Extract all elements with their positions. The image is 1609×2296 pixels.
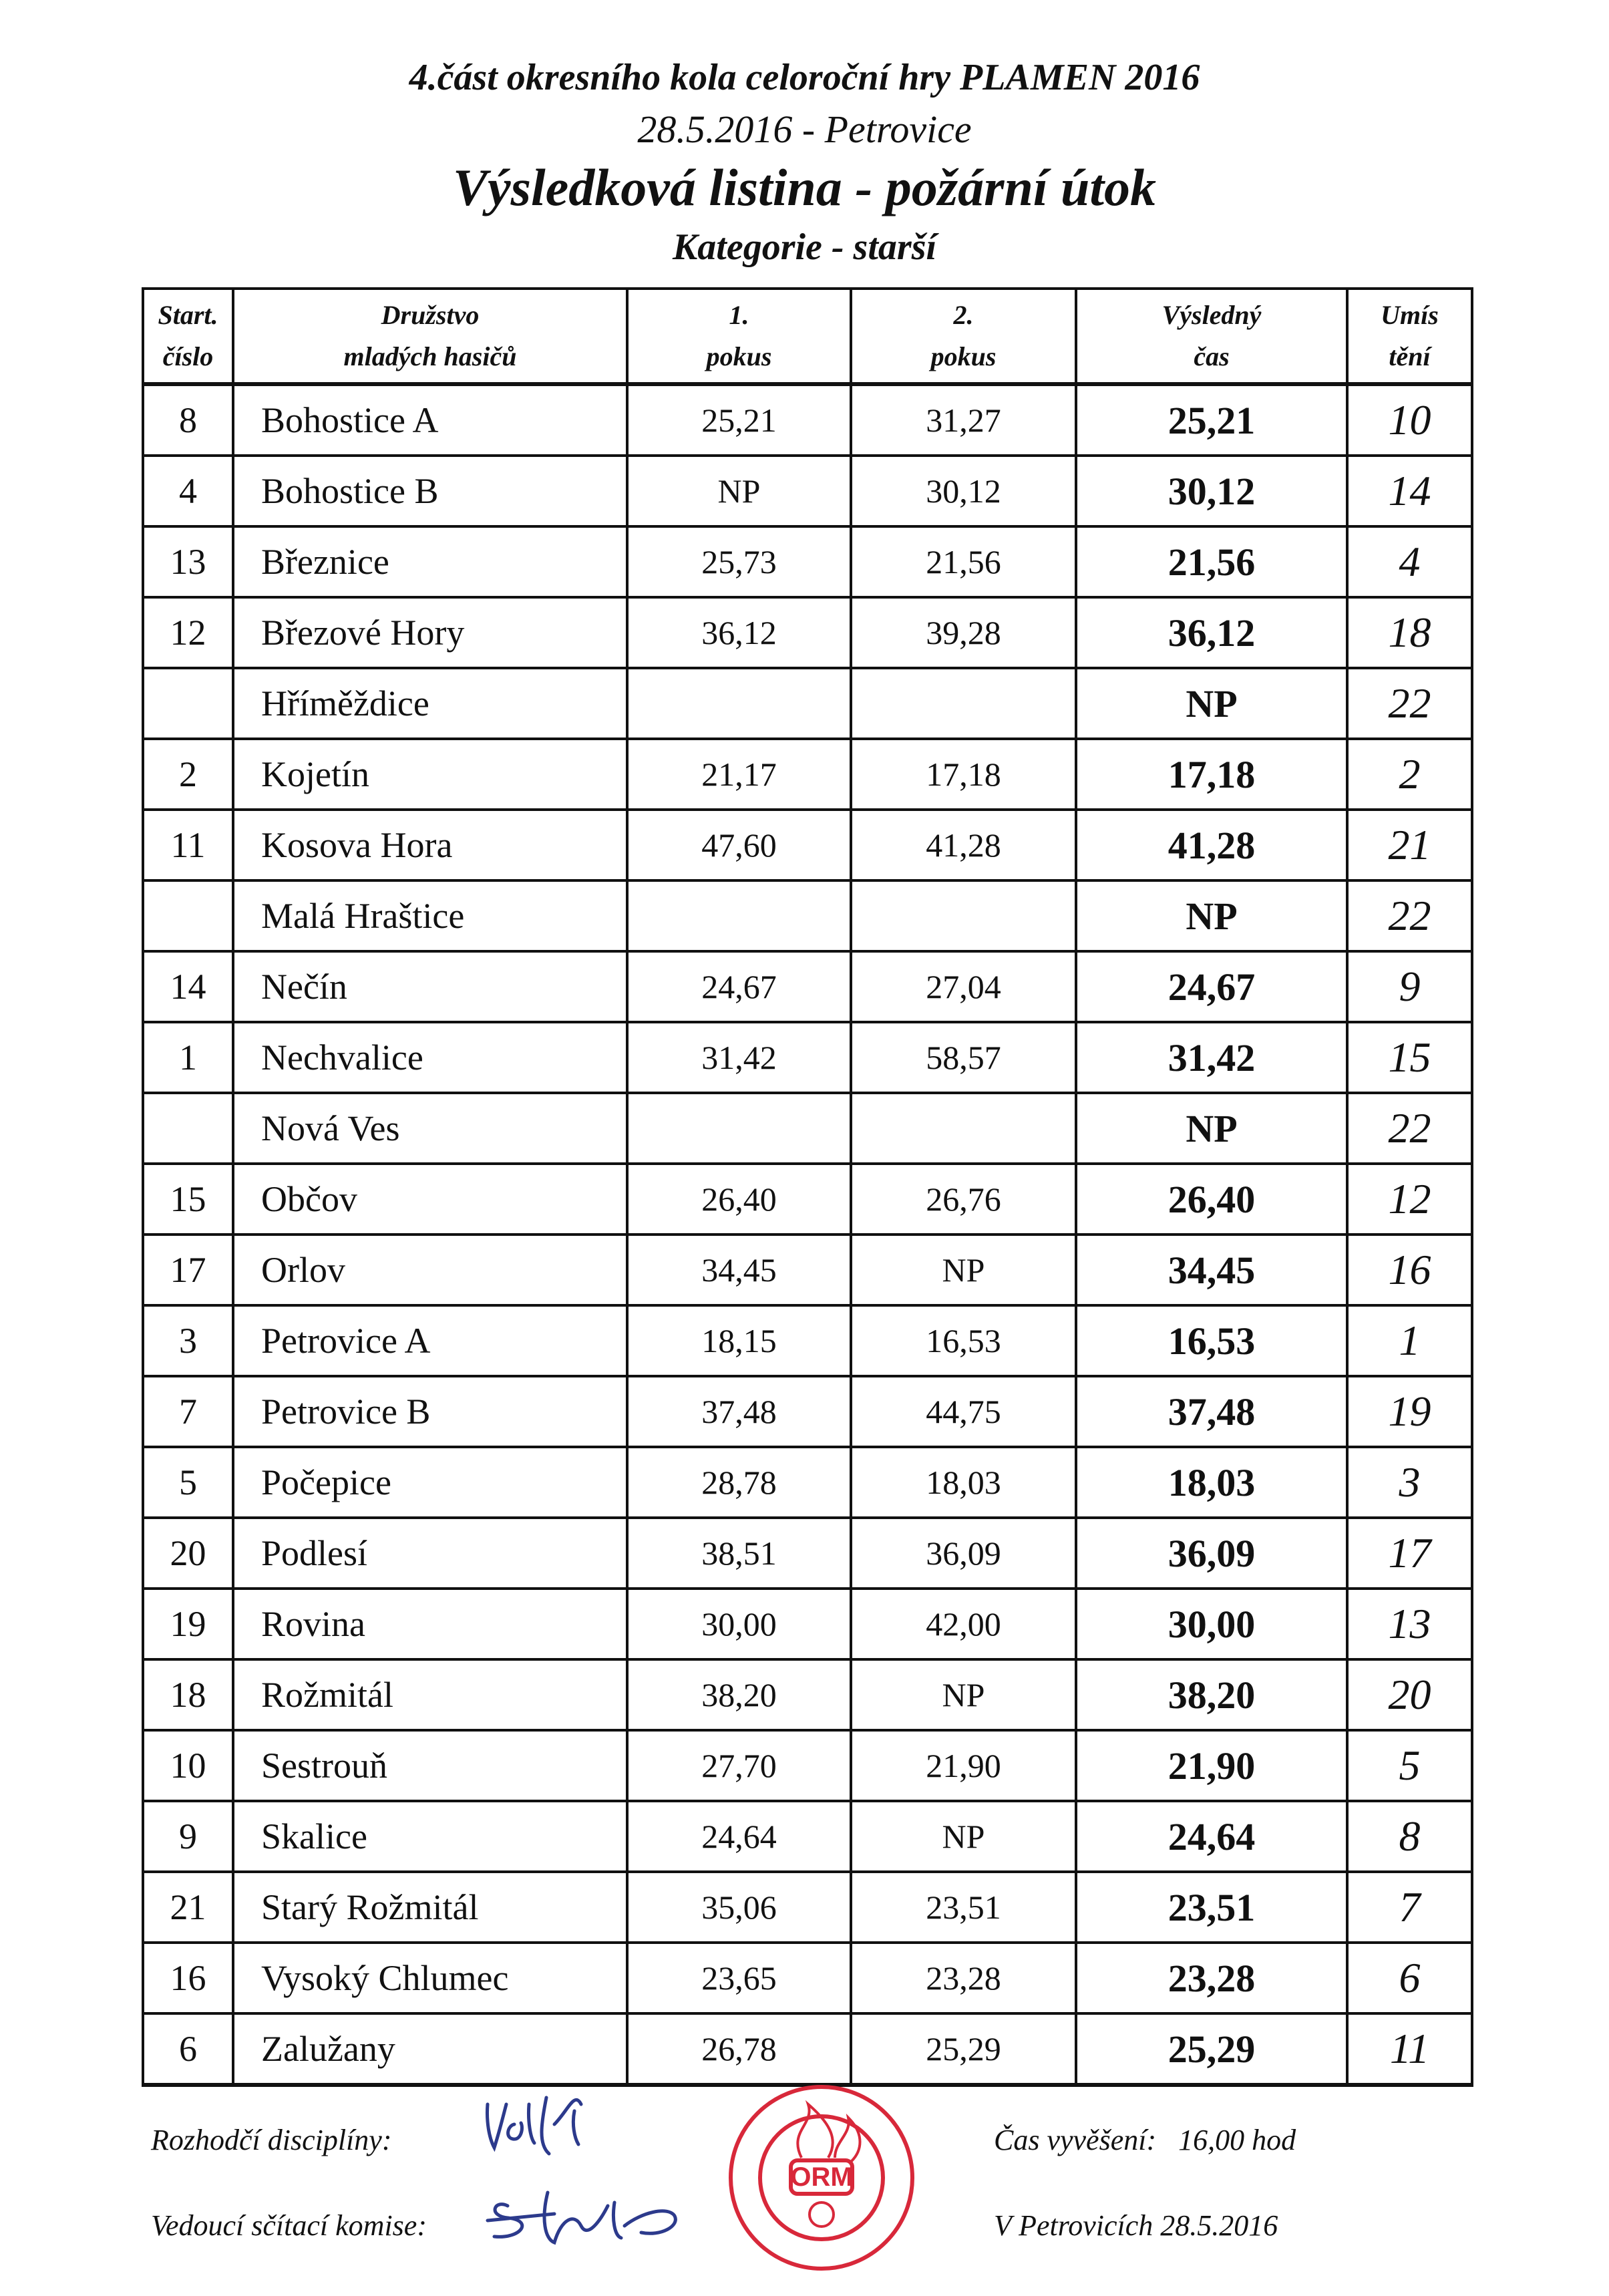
table-row: [143, 739, 1472, 810]
placement: 19: [1347, 1376, 1472, 1447]
placement: 6: [1347, 1943, 1472, 2013]
attempt-2: 17,18: [851, 739, 1076, 810]
result-time: NP: [1076, 668, 1347, 739]
team-name: Občov: [233, 1164, 627, 1235]
result-time: 24,67: [1076, 951, 1347, 1022]
attempt-1: 47,60: [627, 810, 851, 880]
placement: 18: [1347, 597, 1472, 668]
placement: 20: [1347, 1659, 1472, 1730]
placement: 10: [1347, 384, 1472, 456]
attempt-2: 36,09: [851, 1518, 1076, 1589]
start-number: 19: [143, 1589, 233, 1659]
team-name: Zalužany: [233, 2013, 627, 2085]
placement: 22: [1347, 668, 1472, 739]
column-header-team: Družstvo mladých hasičů: [233, 289, 627, 384]
start-number: 3: [143, 1305, 233, 1376]
team-name: Březnice: [233, 526, 627, 597]
attempt-2: NP: [851, 1235, 1076, 1305]
attempt-2: 30,12: [851, 456, 1076, 526]
result-time: 36,12: [1076, 597, 1347, 668]
table-row: [143, 951, 1472, 1022]
attempt-2: 42,00: [851, 1589, 1076, 1659]
start-number: 8: [143, 384, 233, 456]
attempt-2: 18,03: [851, 1447, 1076, 1518]
team-name: Podlesí: [233, 1518, 627, 1589]
attempt-2: 23,51: [851, 1872, 1076, 1943]
table-header-row: [143, 289, 1472, 384]
result-time: 21,90: [1076, 1730, 1347, 1801]
table-row: [143, 1447, 1472, 1518]
start-number: 15: [143, 1164, 233, 1235]
result-time: 17,18: [1076, 739, 1347, 810]
attempt-2: 41,28: [851, 810, 1076, 880]
table-row: [143, 810, 1472, 880]
column-header-start: Start. číslo: [143, 289, 233, 384]
result-time: 16,53: [1076, 1305, 1347, 1376]
team-name: Rovina: [233, 1589, 627, 1659]
attempt-1: 23,65: [627, 1943, 851, 2013]
place-and-date: V Petrovicích 28.5.2016: [994, 2209, 1278, 2242]
attempt-1: 27,70: [627, 1730, 851, 1801]
result-time: 31,42: [1076, 1022, 1347, 1093]
attempt-1: 37,48: [627, 1376, 851, 1447]
placement: 22: [1347, 880, 1472, 951]
placement: 7: [1347, 1872, 1472, 1943]
attempt-1: NP: [627, 456, 851, 526]
placement: 12: [1347, 1164, 1472, 1235]
attempt-2: 27,04: [851, 951, 1076, 1022]
team-name: Nechvalice: [233, 1022, 627, 1093]
result-time: 30,12: [1076, 456, 1347, 526]
attempt-2: 26,76: [851, 1164, 1076, 1235]
table-row: [143, 1659, 1472, 1730]
event-date-place: 28.5.2016 - Petrovice: [637, 108, 972, 151]
table-row: [143, 1730, 1472, 1801]
results-heading: Výsledková listina - požární útok: [452, 158, 1157, 216]
attempt-2: [851, 1093, 1076, 1164]
team-name: Kojetín: [233, 739, 627, 810]
attempt-1: 26,78: [627, 2013, 851, 2085]
start-number: 6: [143, 2013, 233, 2085]
result-time: 21,56: [1076, 526, 1347, 597]
attempt-1: 34,45: [627, 1235, 851, 1305]
team-name: Bohostice B: [233, 456, 627, 526]
result-time: NP: [1076, 1093, 1347, 1164]
result-time: 26,40: [1076, 1164, 1347, 1235]
attempt-1: 18,15: [627, 1305, 851, 1376]
attempt-1: 35,06: [627, 1872, 851, 1943]
placement: 22: [1347, 1093, 1472, 1164]
table-row: [143, 1518, 1472, 1589]
table-row: [143, 1589, 1472, 1659]
attempt-2: 16,53: [851, 1305, 1076, 1376]
stamp-center-text: ORM: [790, 2162, 853, 2192]
placement: 21: [1347, 810, 1472, 880]
start-number: 7: [143, 1376, 233, 1447]
start-number: 9: [143, 1801, 233, 1872]
attempt-2: NP: [851, 1659, 1076, 1730]
placement: 5: [1347, 1730, 1472, 1801]
judge-label: Rozhodčí disciplíny:: [151, 2124, 392, 2156]
table-row: [143, 597, 1472, 668]
attempt-2: 23,28: [851, 1943, 1076, 2013]
placement: 17: [1347, 1518, 1472, 1589]
table-row: [143, 1943, 1472, 2013]
attempt-1: 36,12: [627, 597, 851, 668]
result-time: 25,21: [1076, 384, 1347, 456]
table-row: [143, 1093, 1472, 1164]
team-name: Orlov: [233, 1235, 627, 1305]
start-number: [143, 668, 233, 739]
table-row: [143, 1872, 1472, 1943]
placement: 1: [1347, 1305, 1472, 1376]
placement: 16: [1347, 1235, 1472, 1305]
attempt-2: 21,56: [851, 526, 1076, 597]
result-time: 30,00: [1076, 1589, 1347, 1659]
result-time: 18,03: [1076, 1447, 1347, 1518]
team-name: Starý Rožmitál: [233, 1872, 627, 1943]
start-number: 14: [143, 951, 233, 1022]
placement: 9: [1347, 951, 1472, 1022]
start-number: 21: [143, 1872, 233, 1943]
team-name: Sestrouň: [233, 1730, 627, 1801]
start-number: 12: [143, 597, 233, 668]
attempt-1: 38,51: [627, 1518, 851, 1589]
attempt-1: 38,20: [627, 1659, 851, 1730]
result-time: 36,09: [1076, 1518, 1347, 1589]
placement: 4: [1347, 526, 1472, 597]
table-row: [143, 1305, 1472, 1376]
start-number: 20: [143, 1518, 233, 1589]
team-name: Petrovice B: [233, 1376, 627, 1447]
placement: 3: [1347, 1447, 1472, 1518]
table-row: [143, 1022, 1472, 1093]
attempt-1: [627, 880, 851, 951]
start-number: [143, 1093, 233, 1164]
attempt-2: 58,57: [851, 1022, 1076, 1093]
attempt-1: 25,73: [627, 526, 851, 597]
team-name: Bohostice A: [233, 384, 627, 456]
attempt-1: [627, 668, 851, 739]
attempt-2: 39,28: [851, 597, 1076, 668]
team-name: Rožmitál: [233, 1659, 627, 1730]
placement: 11: [1347, 2013, 1472, 2085]
category-label: Kategorie - starší: [672, 226, 937, 268]
placement: 14: [1347, 456, 1472, 526]
attempt-1: [627, 1093, 851, 1164]
team-name: Skalice: [233, 1801, 627, 1872]
orm-stamp: [721, 2078, 922, 2278]
attempt-1: 26,40: [627, 1164, 851, 1235]
attempt-2: NP: [851, 1801, 1076, 1872]
result-time: 41,28: [1076, 810, 1347, 880]
start-number: 16: [143, 1943, 233, 2013]
attempt-2: 44,75: [851, 1376, 1076, 1447]
team-name: Vysoký Chlumec: [233, 1943, 627, 2013]
placement: 8: [1347, 1801, 1472, 1872]
attempt-1: 25,21: [627, 384, 851, 456]
result-time: 23,51: [1076, 1872, 1347, 1943]
result-time: 37,48: [1076, 1376, 1347, 1447]
table-row: [143, 2013, 1472, 2085]
attempt-2: [851, 880, 1076, 951]
start-number: 4: [143, 456, 233, 526]
result-time: 38,20: [1076, 1659, 1347, 1730]
team-name: Březové Hory: [233, 597, 627, 668]
team-name: Malá Hraštice: [233, 880, 627, 951]
team-name: Nečín: [233, 951, 627, 1022]
table-row: [143, 1801, 1472, 1872]
start-number: 1: [143, 1022, 233, 1093]
team-name: Hříměždice: [233, 668, 627, 739]
document-title: 4.část okresního kola celoroční hry PLAMEN 2016: [409, 57, 1200, 98]
start-number: 2: [143, 739, 233, 810]
start-number: 13: [143, 526, 233, 597]
table-row: [143, 880, 1472, 951]
counting-committee-label: Vedoucí sčítací komise:: [151, 2209, 427, 2242]
placement: 15: [1347, 1022, 1472, 1093]
placement: 2: [1347, 739, 1472, 810]
start-number: [143, 880, 233, 951]
attempt-1: 30,00: [627, 1589, 851, 1659]
column-header-attempt-1: 1. pokus: [627, 289, 851, 384]
start-number: 18: [143, 1659, 233, 1730]
committee-signature: [481, 2179, 681, 2253]
start-number: 17: [143, 1235, 233, 1305]
table-row: [143, 526, 1472, 597]
placement: 13: [1347, 1589, 1472, 1659]
attempt-1: 28,78: [627, 1447, 851, 1518]
table-row: [143, 1376, 1472, 1447]
table-row: [143, 668, 1472, 739]
result-time: 34,45: [1076, 1235, 1347, 1305]
posted-time: Čas vyvěšení: 16,00 hod: [994, 2124, 1296, 2156]
result-time: 25,29: [1076, 2013, 1347, 2085]
attempt-2: 21,90: [851, 1730, 1076, 1801]
result-time: 24,64: [1076, 1801, 1347, 1872]
team-name: Nová Ves: [233, 1093, 627, 1164]
team-name: Kosova Hora: [233, 810, 627, 880]
column-header-result: Výsledný čas: [1076, 289, 1347, 384]
attempt-2: 31,27: [851, 384, 1076, 456]
table-row: [143, 1235, 1472, 1305]
start-number: 11: [143, 810, 233, 880]
result-time: 23,28: [1076, 1943, 1347, 2013]
table-row: [143, 456, 1472, 526]
judge-signature: [474, 2084, 608, 2158]
team-name: Petrovice A: [233, 1305, 627, 1376]
results-table: [142, 287, 1473, 2087]
start-number: 5: [143, 1447, 233, 1518]
table-row: [143, 384, 1472, 456]
attempt-1: 24,67: [627, 951, 851, 1022]
result-time: NP: [1076, 880, 1347, 951]
attempt-1: 21,17: [627, 739, 851, 810]
attempt-2: 25,29: [851, 2013, 1076, 2085]
attempt-1: 24,64: [627, 1801, 851, 1872]
attempt-1: 31,42: [627, 1022, 851, 1093]
team-name: Počepice: [233, 1447, 627, 1518]
column-header-place: Umís tění: [1347, 289, 1472, 384]
column-header-attempt-2: 2. pokus: [851, 289, 1076, 384]
attempt-2: [851, 668, 1076, 739]
table-row: [143, 1164, 1472, 1235]
start-number: 10: [143, 1730, 233, 1801]
